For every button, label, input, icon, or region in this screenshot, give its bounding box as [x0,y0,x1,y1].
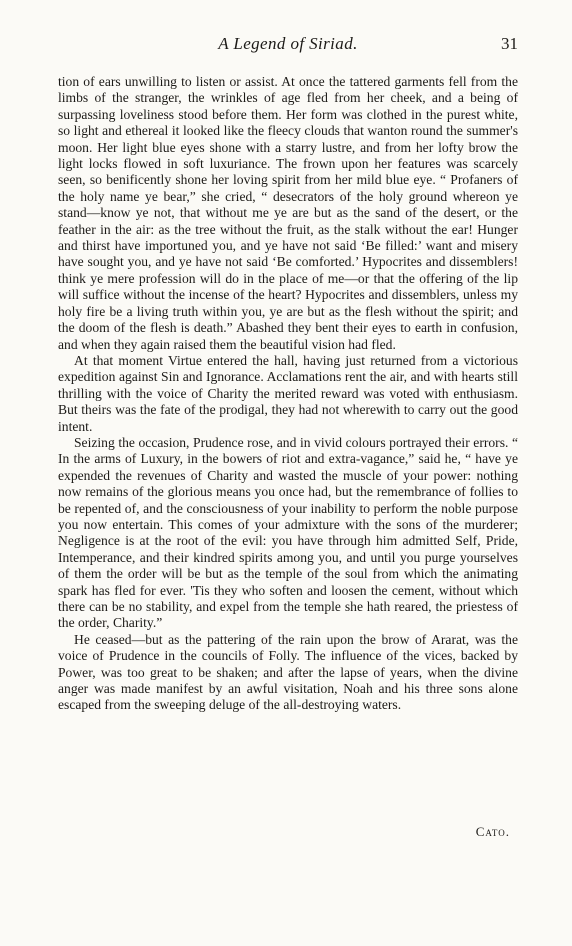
paragraph-virtue: At that moment Virtue entered the hall, having just returned from a victorious expedition against Sin and Ignorance. Acclamations rent the air, and with hearts still thrilling with the voice of Charity the merited reward was voted with enthusiasm. But theirs was the fate of the prodigal, they had not wherewith to carry out the good intent. [58,352,518,434]
page-header [58,34,518,58]
body-text [58,74,518,714]
paragraph-ararat: He ceased—but as the pattering of the rain upon the brow of Ararat, was the voice of Prudence in the councils of Folly. The influence of the vices, backed by Power, was too great to be shaken; and after the lapse of years, when the divine anger was made manifest by an awful visitation, Noah and his three sons alone escaped from the sweeping deluge of the all-destroying waters. [58,631,518,713]
paragraph-continued: tion of ears unwilling to listen or assist. At once the tattered garments fell from the limbs of the stranger, the wrinkles of age fled from her cheek, and a being of surpassing loveliness stood before them. Her form was clothed in the purest white, so light and ethereal it looked like the fleecy clouds that wanton round the summer's moon. Her light blue eyes shone with a starry lustre, and from her lofty brow the light locks flowed in soft luxuriance. The frown upon her features was scarcely seen, so benificently shone her loving spirit from her mild blue eye. “ Profaners of the holy name ye bear,” she cried, “ desecrators of the holy ground whereon ye stand—know ye not, that without me ye are but as the sand of the desert, or the feather in the air: as the tree without the fruit, as the stalk without the ear! Hunger and thirst have importuned you, and ye have not said ‘Be filled:’ want and misery have sought you, and ye have not said ‘Be comforted.’ Hypocrites and dissemblers! think ye mere profession will do in the place of me—or that the offering of the lip will suffice without the incense of the heart? Hypocrites and dissemblers, unless my holy fire be a living truth within you, ye are but as the flesh without the spirit; and the doom of the flesh is death.” Abashed they bent their eyes to earth in confusion, and when they again raised them the beautiful vision had fled. [58,74,518,352]
author-signature: Cato. [475,824,510,839]
page-number: 31 [501,34,518,53]
running-title: A Legend of Siriad. [218,34,358,53]
paragraph-prudence: Seizing the occasion, Prudence rose, and in vivid colours portrayed their errors. “ In the arms of Luxury, in the bowers of riot and extra-vagance,” said he, “ have ye expended the revenues of Charity and wasted the muscle of your power: nothing now remains of the glorious means you once had, but the remembrance of follies to be repented of, and the consciousness of your inability to perform the noble purpose you now entertain. This comes of your admixture with the sons of the murderer; Negligence is at the root of the evil: you have through him admitted Self, Pride, Intemperance, and their kindred spirits among you, and until you purge yourselves of them the order will be but as the temple of the soul from which the animating spark has fled for ever. 'Tis they who soften and loosen the cement, without which there can be no stability, and expel from the temple she hath reared, the priestess of the order, Charity.” [58,434,518,631]
